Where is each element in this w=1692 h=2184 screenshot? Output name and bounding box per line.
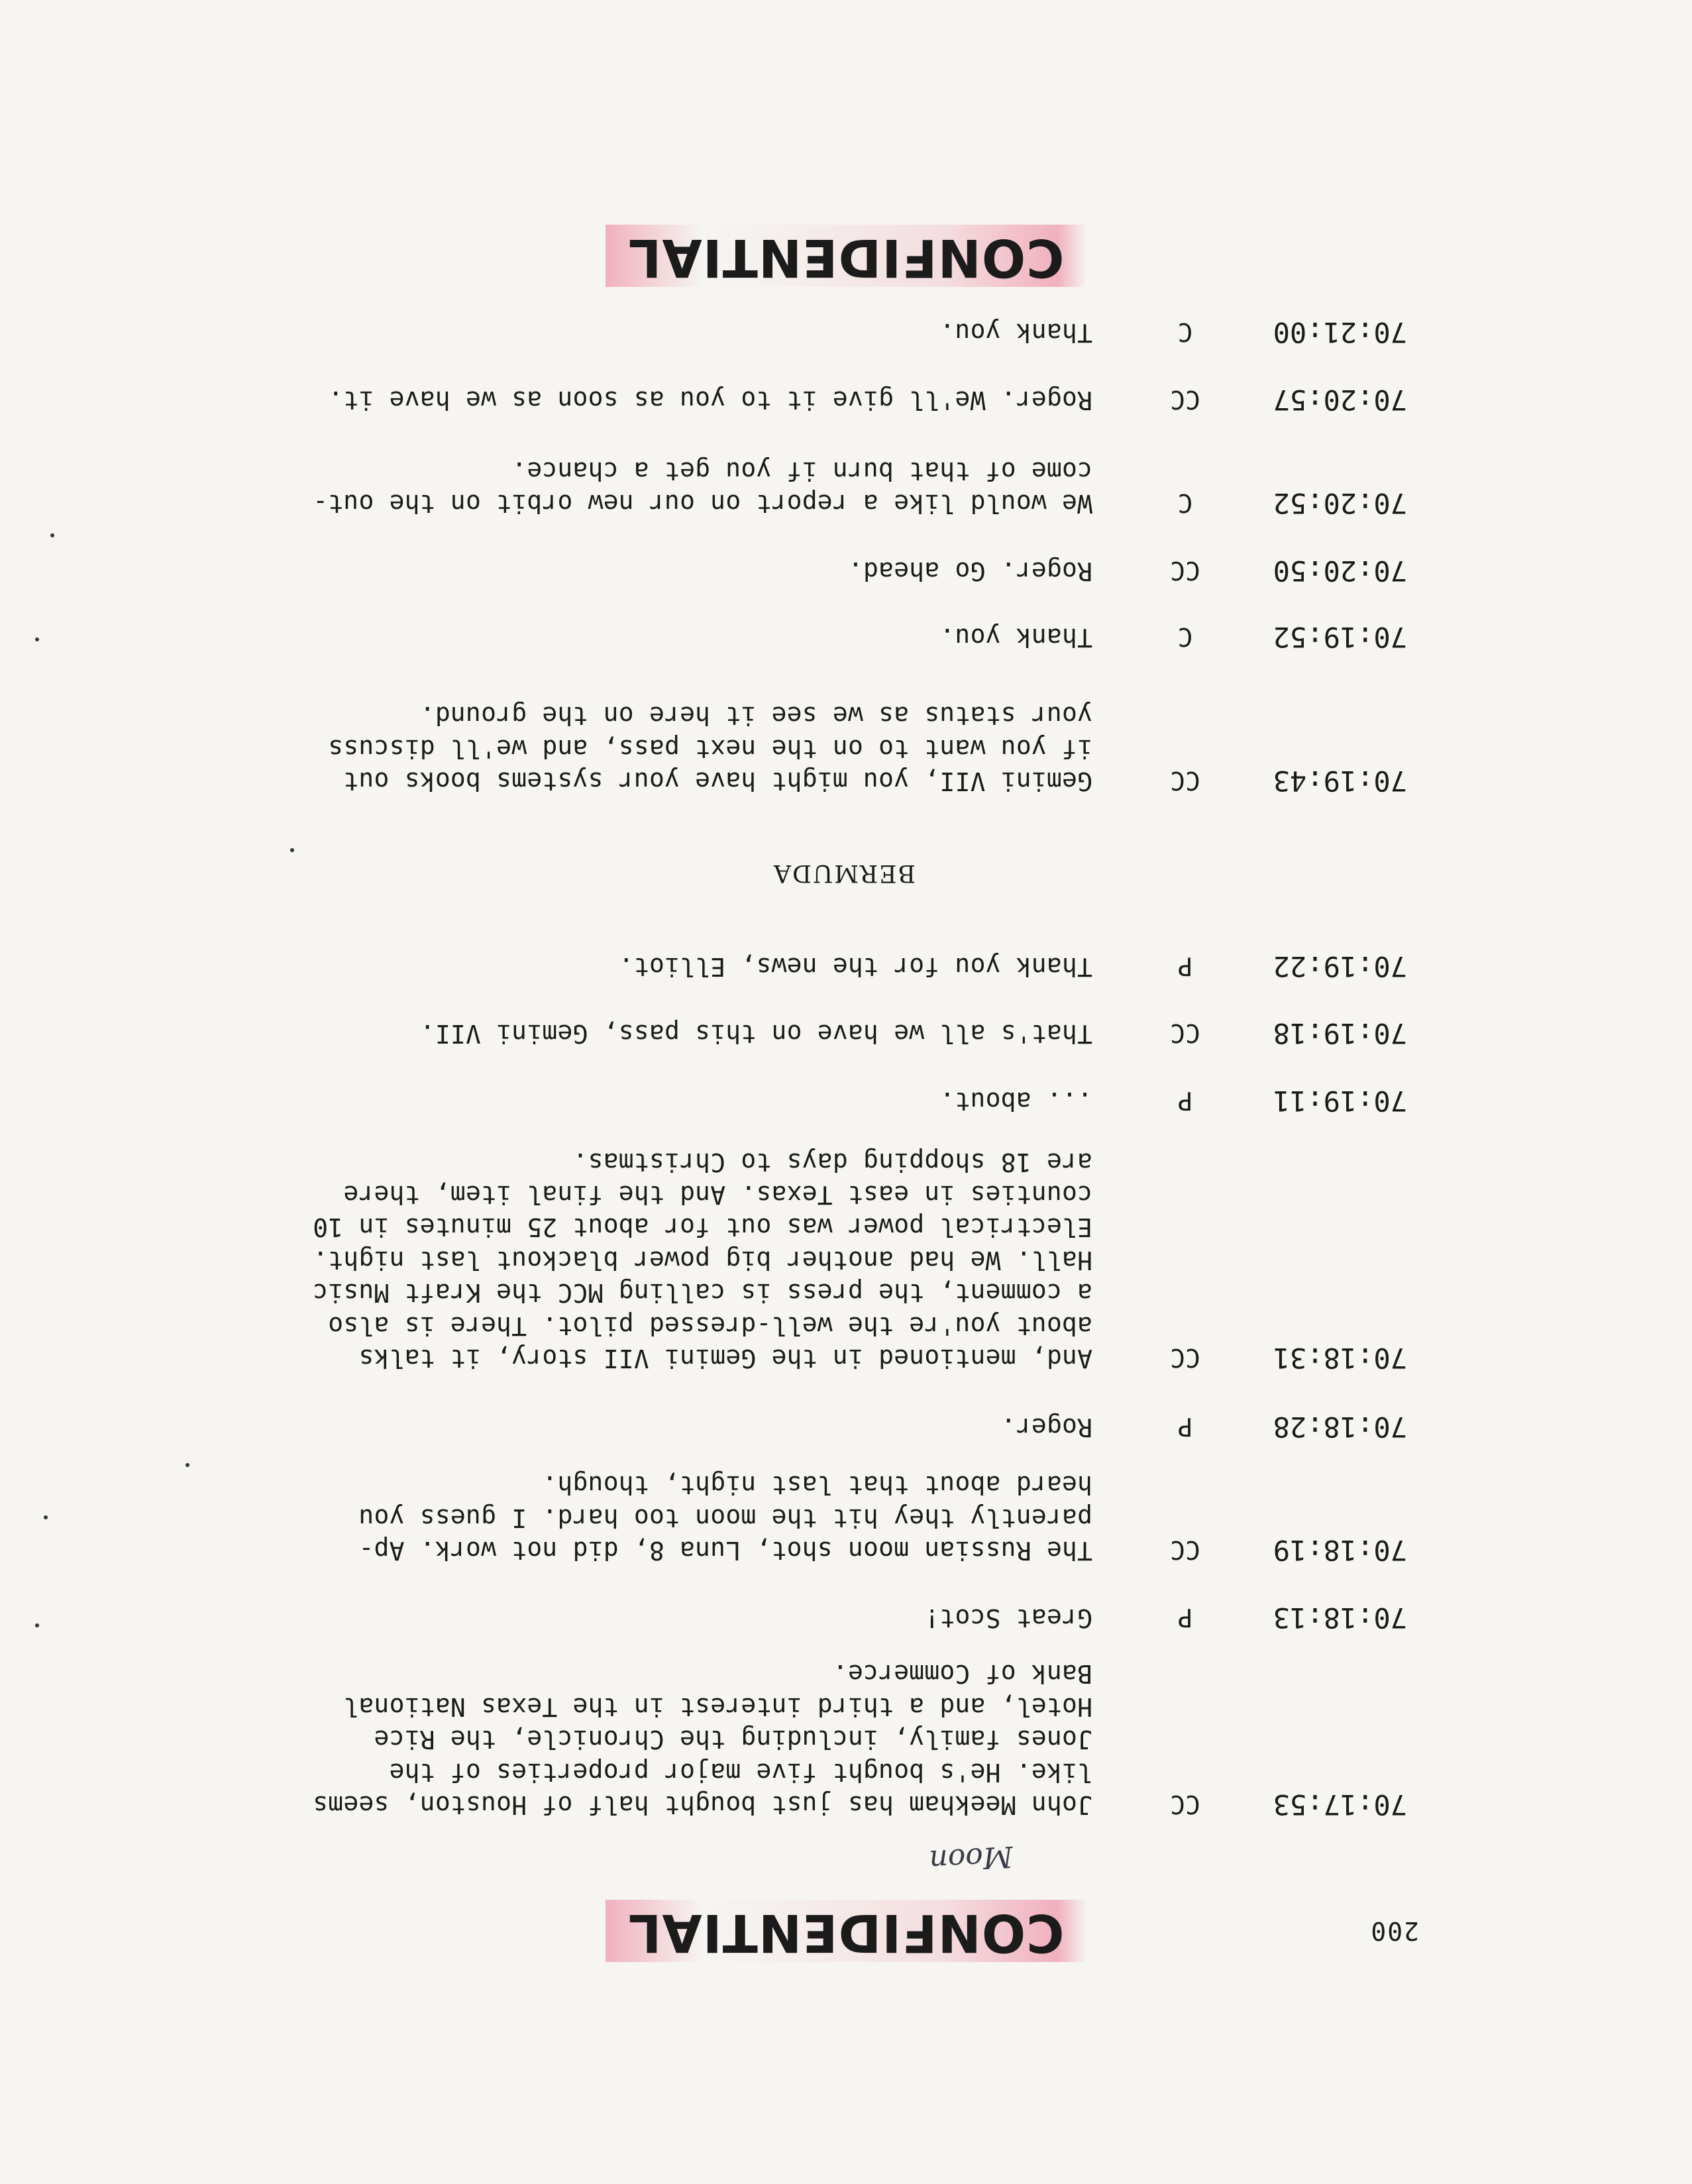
entry-text: Thank you. (939, 318, 1092, 347)
entry-speaker: P (1177, 952, 1193, 981)
entry-time: 70:18:28 (1273, 1411, 1407, 1443)
entry-text: We would like a report on our new orbit on the out- come of that burn if you get a chance. (313, 456, 1092, 518)
entry-time: 70:19:18 (1273, 1017, 1407, 1050)
entry-speaker: P (1177, 1412, 1193, 1441)
entry-time: 70:19:22 (1273, 950, 1407, 983)
entry-time: 70:17:53 (1273, 1788, 1407, 1821)
entry-time: 70:20:50 (1273, 555, 1407, 587)
entry-speaker: CC (1170, 1535, 1200, 1564)
entry-text: ... about. (939, 1087, 1092, 1116)
entry-time: 70:20:57 (1273, 384, 1407, 416)
entry-speaker: P (1177, 1603, 1193, 1632)
scan-speck (35, 637, 39, 641)
entry-text: And, mentioned in the Gemini VII story, it talks about you're the well-dressed pilot. There is also a comment, the press is calling MCC the Kraft Music Hall. We had another big power blackout last night. Electrical power was out for about 25 minutes in 10 counties in east Texas. And the final item, there are 18 shopping days to Christmas. (313, 1147, 1092, 1373)
entry-text: Roger. (1000, 1413, 1092, 1442)
scan-speck (290, 848, 294, 852)
entry-speaker: CC (1170, 385, 1200, 414)
scan-speck (35, 1623, 39, 1627)
entry-speaker: CC (1170, 1018, 1200, 1048)
entry-speaker: C (1177, 622, 1193, 651)
entry-time: 70:19:52 (1273, 621, 1407, 653)
entry-text: Great Scot! (924, 1604, 1092, 1633)
entry-text: Thank you. (939, 623, 1092, 652)
handwritten-annotation: Moon (928, 1839, 1014, 1878)
scan-speck (185, 1463, 189, 1467)
ground-station-label: BERMUDA (772, 859, 916, 887)
scan-speck (50, 533, 54, 537)
confidential-stamp-bottom-text: CONFIDENTIAL (606, 225, 1087, 287)
entry-time: 70:20:52 (1273, 487, 1407, 519)
scan-speck (44, 1515, 48, 1519)
entry-text: Gemini VII, you might have your systems books out if you want to on the next pass, and we'll discuss your status as we see it here on the ground. (328, 701, 1092, 796)
entry-text: Roger. We'll give it to you as soon as we have it. (328, 386, 1092, 415)
entry-speaker: CC (1170, 556, 1200, 585)
entry-text: That's all we have on this pass, Gemini VII. (419, 1019, 1092, 1048)
entry-time: 70:21:00 (1273, 316, 1407, 349)
entry-time: 70:18:13 (1273, 1602, 1407, 1634)
entry-text: Roger. Go ahead. (847, 557, 1092, 586)
confidential-stamp-bottom (0, 225, 1692, 287)
entry-time: 70:19:11 (1273, 1085, 1407, 1117)
entry-text: The Russian moon shot, Luna 8, did not work. Ap- parently they hit the moon too hard. I guess you heard about that last night, though. (358, 1470, 1092, 1565)
entry-speaker: P (1177, 1086, 1193, 1115)
entry-time: 70:19:43 (1273, 765, 1407, 797)
entry-speaker: C (1177, 317, 1193, 347)
entry-time: 70:18:19 (1273, 1534, 1407, 1566)
confidential-stamp-top-text: CONFIDENTIAL (606, 1900, 1087, 1962)
entry-text: John Meekham has just bought half of Houston, seems like. He's bought five major properties of the Jones family, including the Chronicle, the Rice Hotel, and a third interest in the Texas National Bank of Commerce. (313, 1659, 1092, 1820)
entry-speaker: CC (1170, 766, 1200, 795)
entry-time: 70:18:31 (1273, 1342, 1407, 1374)
entry-speaker: CC (1170, 1343, 1200, 1372)
entry-speaker: C (1177, 488, 1193, 518)
entry-text: Thank you for the news, Elliot. (618, 952, 1092, 981)
page-number: 200 (1369, 1916, 1419, 1945)
entry-speaker: CC (1170, 1790, 1200, 1819)
